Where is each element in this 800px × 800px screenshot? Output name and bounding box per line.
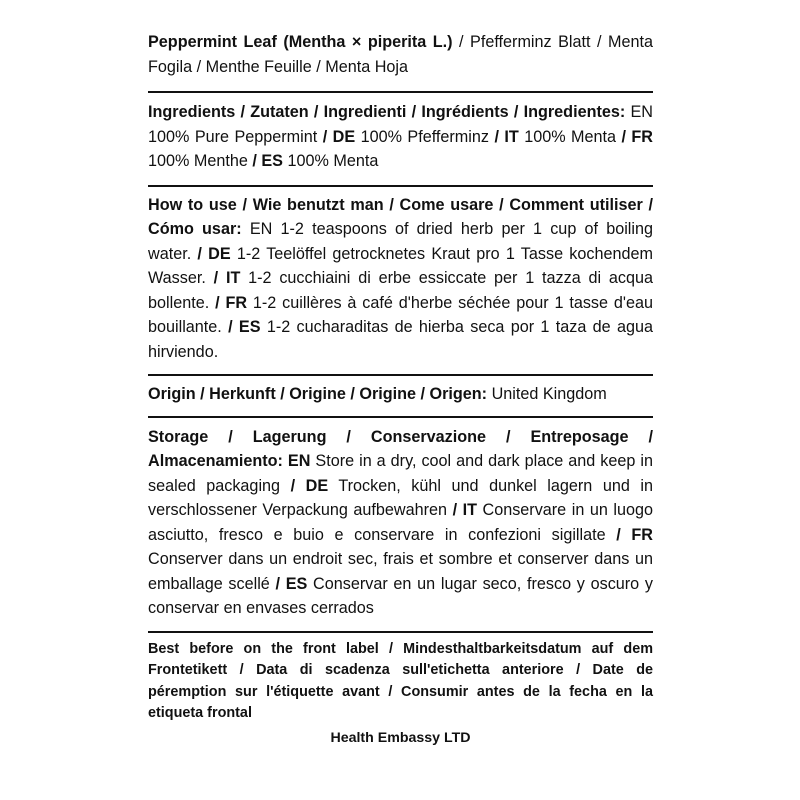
- lang-code-en: EN: [241, 220, 273, 238]
- how-to-use-en: 1-2 teaspoons of dried herb per 1 cup of boiling water.: [148, 220, 653, 263]
- lang-code-fr: FR: [219, 293, 248, 312]
- lang-code-es: ES: [232, 318, 261, 336]
- origin-value: United Kingdom: [487, 385, 607, 403]
- how-to-use-section: [148, 187, 653, 372]
- best-before-section: [148, 633, 653, 725]
- storage-es: Conservar en un lugar seco, fresco y oscuro y conservar en envases cerrados: [148, 574, 653, 617]
- separator: /: [322, 127, 328, 146]
- lang-code-fr: FR: [620, 525, 653, 544]
- lang-code-it: IT: [457, 501, 477, 519]
- ingredients-en: 100% Pure Peppermint: [148, 127, 323, 146]
- separator: /: [494, 127, 499, 146]
- best-before-note: Best before on the front label / Mindesthaltbarkeitsdatum auf dem Frontetikett / Data di scadenza sull'etichetta anteriore / Date de péremption sur l'étiquette avant / Consumir antes de la fecha en la etiqueta frontal: [148, 640, 653, 721]
- separator: /: [621, 127, 626, 146]
- origin-section: [148, 376, 653, 413]
- separator: /: [275, 574, 281, 593]
- lang-code-it: IT: [218, 269, 241, 287]
- ingredients-section: [148, 93, 653, 180]
- separator: /: [616, 525, 621, 544]
- product-title-section: [148, 30, 653, 85]
- storage-de: Trocken, kühl und dunkel lagern und in verschlossener Verpackung aufbewahren: [148, 476, 653, 519]
- separator: /: [452, 501, 458, 519]
- storage-en: Store in a dry, cool and dark place and keep in sealed packaging: [148, 452, 653, 495]
- storage-heading: Storage / Lagerung / Conservazione / Entreposage / Almacenamiento:: [148, 427, 653, 470]
- storage-text: [148, 425, 653, 621]
- how-to-use-text: [148, 193, 653, 365]
- ingredients-fr: 100% Menthe: [148, 152, 253, 170]
- separator: /: [290, 476, 296, 495]
- lang-code-it: IT: [498, 127, 519, 146]
- lang-code-de: DE: [201, 244, 231, 263]
- storage-fr: Conserver dans un endroit sec, frais et sombre et conserver dans un emballage scellé: [148, 550, 653, 593]
- ingredients-es: 100% Menta: [282, 152, 379, 170]
- product-name-latin: Peppermint Leaf (Mentha × piperita L.): [148, 33, 453, 51]
- how-to-use-es: 1-2 cucharaditas de hierba seca por 1 taza de agua hirviendo.: [148, 318, 653, 361]
- origin-text: [148, 382, 653, 407]
- product-label: [148, 30, 653, 748]
- company-name: Health Embassy LTD: [330, 729, 471, 746]
- lang-code-de: DE: [327, 127, 356, 146]
- ingredients-de: 100% Pfefferminz: [355, 127, 495, 146]
- how-to-use-fr: 1-2 cuillères à café d'herbe séchée pour 1 tasse d'eau bouillante.: [148, 293, 653, 336]
- lang-code-fr: FR: [625, 127, 654, 146]
- how-to-use-heading: How to use / Wie benutzt man / Come usare / Comment utiliser / Cómo usar:: [148, 195, 653, 238]
- ingredients-text: [148, 100, 653, 174]
- how-to-use-it: 1-2 cucchiaini di erbe essiccate per 1 tazza di acqua bollente.: [148, 269, 653, 312]
- separator: /: [215, 293, 220, 312]
- storage-section: [148, 418, 653, 627]
- product-name-translations: / Pfefferminz Blatt / Menta Fogila / Menthe Feuille / Menta Hoja: [148, 33, 653, 76]
- separator: /: [252, 152, 257, 170]
- origin-heading: Origin / Herkunft / Origine / Origine / Origen:: [148, 385, 488, 403]
- how-to-use-de: 1-2 Teelöffel getrocknetes Kraut pro 1 Tasse kochendem Wasser.: [148, 244, 653, 287]
- storage-it: Conservare in un luogo asciutto, fresco e buio e conservare in confezioni sigillate: [148, 501, 653, 544]
- ingredients-it: 100% Menta: [518, 127, 622, 146]
- separator: /: [228, 318, 233, 336]
- product-title: [148, 30, 653, 79]
- lang-code-es: ES: [256, 152, 283, 170]
- best-before-text: [148, 639, 653, 725]
- separator: /: [213, 269, 219, 287]
- lang-code-de: DE: [295, 476, 329, 495]
- lang-code-en: EN: [282, 452, 311, 470]
- separator: /: [197, 244, 202, 263]
- lang-code-en: EN: [630, 103, 653, 121]
- ingredients-heading: Ingredients / Zutaten / Ingredienti / Ingrédients / Ingredientes:: [148, 103, 626, 121]
- lang-code-es: ES: [280, 574, 308, 593]
